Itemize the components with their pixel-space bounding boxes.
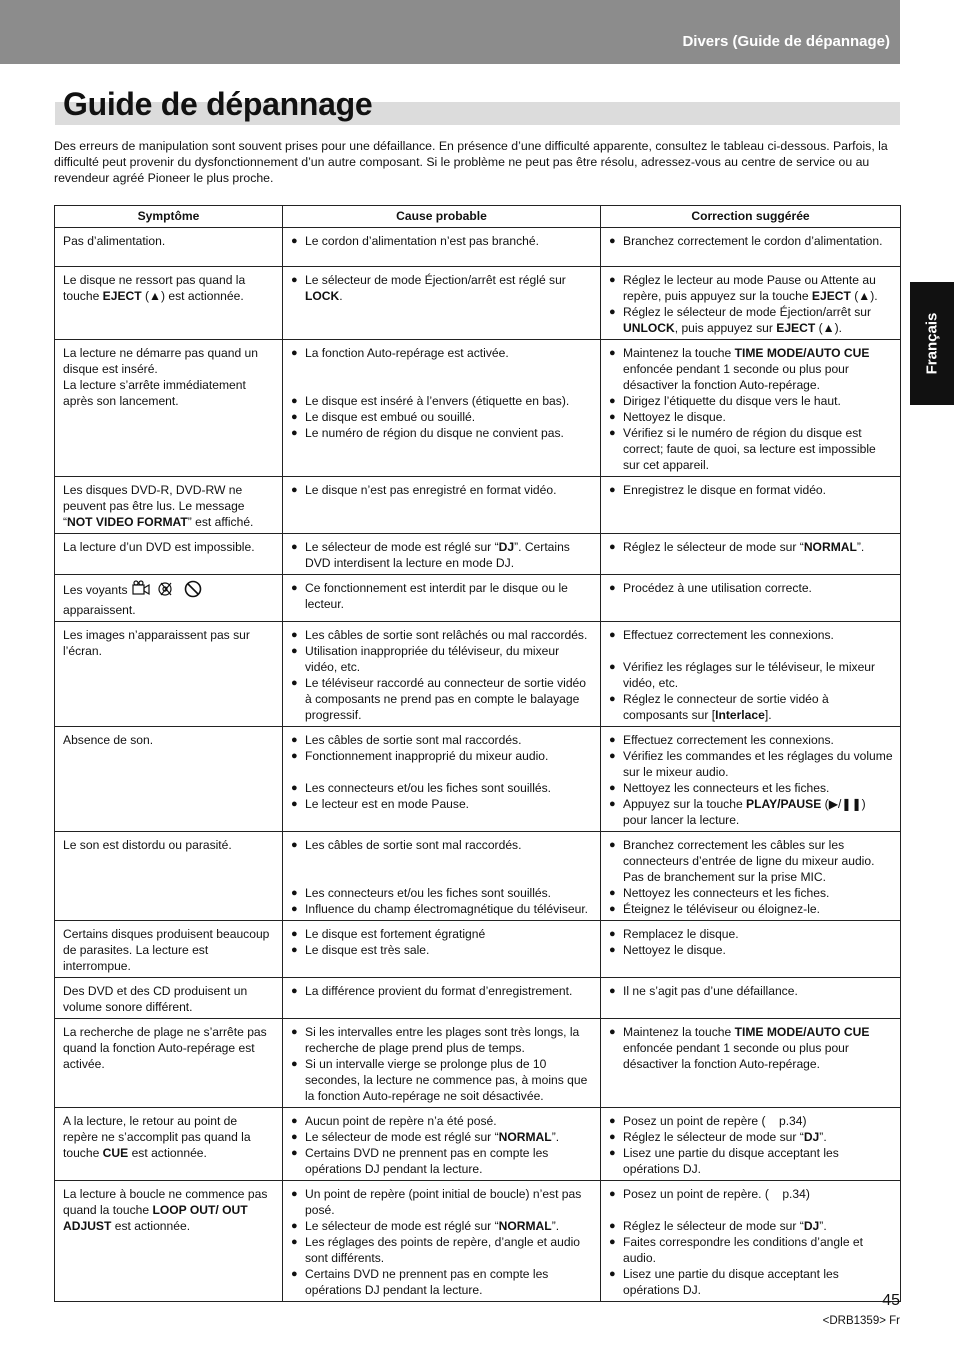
fix-cell <box>601 622 901 727</box>
fix-cell <box>601 267 901 340</box>
cause-item: ● Le disque est fortement égratigné <box>291 926 593 942</box>
cause-cell <box>283 477 601 534</box>
cause-item: ● Le sélecteur de mode Éjection/arrêt est réglé sur LOCK. <box>291 272 593 304</box>
fix-item: ● Posez un point de repère. ( p.34) <box>609 1186 893 1202</box>
page-number: 45 <box>882 1292 900 1309</box>
fix-cell <box>601 1019 901 1108</box>
cause-cell <box>283 1181 601 1302</box>
fix-cell <box>601 727 901 832</box>
table-row <box>55 340 901 477</box>
fix-item: ● Enregistrez le disque en format vidéo. <box>609 482 893 498</box>
section-title: Divers (Guide de dépannage) <box>682 33 890 50</box>
fix-item: ● Nettoyez les connecteurs et les fiches. <box>609 885 893 901</box>
cause-item: ● Si un intervalle vierge se prolonge plus de 10 secondes, la lecture ne commence pas, à moins que la fonction Auto-repérage ne soit désactivée. <box>291 1056 593 1104</box>
page-title: Guide de dépannage <box>63 86 373 122</box>
fix-item: ● Réglez le lecteur au mode Pause ou Attente au repère, puis appuyez sur la touche EJECT (▲). <box>609 272 893 304</box>
table-row <box>55 1181 901 1302</box>
symptom-cell: Le son est distordu ou parasité. <box>55 832 283 921</box>
language-tab <box>910 282 954 405</box>
symptom-cell: La lecture ne démarre pas quand un disque est inséré. La lecture s’arrête immédiatement après son lancement. <box>55 340 283 477</box>
cause-item: ● Influence du champ électromagnétique du téléviseur. <box>291 901 593 917</box>
cause-item: ● Le cordon d’alimentation n’est pas branché. <box>291 233 593 249</box>
symptom-cell: La lecture d’un DVD est impossible. <box>55 534 283 575</box>
cause-item: ● Un point de repère (point initial de boucle) n’est pas posé. <box>291 1186 593 1218</box>
fix-item: ● Effectuez correctement les connexions. <box>609 627 893 643</box>
cause-item: ● Le numéro de région du disque ne convient pas. <box>291 425 593 441</box>
symptom-suffix: apparaissent. <box>63 603 136 617</box>
cause-item: ● Certains DVD ne prennent pas en compte les opérations DJ pendant la lecture. <box>291 1145 593 1177</box>
cause-item: ● Le téléviseur raccordé au connecteur de sortie vidéo à composants ne prend pas en compte le balayage progressif. <box>291 675 593 723</box>
fix-item: ● Lisez une partie du disque acceptant les opérations DJ. <box>609 1266 893 1298</box>
fix-cell <box>601 575 901 622</box>
fix-item: ● Faites correspondre les conditions d’angle et audio. <box>609 1234 893 1266</box>
cause-cell <box>283 978 601 1019</box>
cause-item: ● Les réglages des points de repère, d’angle et audio sont différents. <box>291 1234 593 1266</box>
cause-item: ● Fonctionnement inapproprié du mixeur audio. <box>291 748 593 764</box>
fix-cell <box>601 832 901 921</box>
table-row <box>55 267 901 340</box>
fix-item: ● Nettoyez le disque. <box>609 409 893 425</box>
camera-angle-icon <box>133 581 149 594</box>
fix-item: ● Vérifiez les commandes et les réglages du volume sur le mixeur audio. <box>609 748 893 780</box>
symptom-cell: La recherche de plage ne s’arrête pas quand la fonction Auto-repérage est activée. <box>55 1019 283 1108</box>
cause-cell <box>283 921 601 978</box>
cause-item: ● Utilisation inappropriée du téléviseur, du mixeur vidéo, etc. <box>291 643 593 675</box>
fix-cell <box>601 477 901 534</box>
column-header-fix: Correction suggérée <box>601 206 901 228</box>
fix-item: ● Maintenez la touche TIME MODE/AUTO CUE enfoncée pendant 1 seconde ou plus pour désactiver la fonction Auto-repérage. <box>609 345 893 393</box>
fix-item: ● Nettoyez le disque. <box>609 942 893 958</box>
table-row <box>55 727 901 832</box>
cause-cell <box>283 1019 601 1108</box>
cause-cell <box>283 228 601 267</box>
fix-item: ● Vérifiez si le numéro de région du disque est correct; faute de quoi, sa lecture est impossible sur cet appareil. <box>609 425 893 473</box>
symptom-cell: La lecture à boucle ne commence pas quand la touche LOOP OUT/ OUT ADJUST est actionnée. <box>55 1181 283 1302</box>
cause-cell <box>283 727 601 832</box>
fix-item: ● Réglez le sélecteur de mode sur “NORMAL”. <box>609 539 893 555</box>
fix-item: ● Branchez correctement les câbles sur les connecteurs d’entrée de ligne du mixeur audio. Pas de branchement sur la prise MIC. <box>609 837 893 885</box>
audio-speaker-icon <box>159 583 171 595</box>
fix-cell <box>601 228 901 267</box>
fix-cell <box>601 1108 901 1181</box>
cause-item: ● Le disque n’est pas enregistré en format vidéo. <box>291 482 593 498</box>
table-row <box>55 1108 901 1181</box>
table-row <box>55 228 901 267</box>
symptom-cell <box>55 575 283 622</box>
fix-item: ● Réglez le connecteur de sortie vidéo à composants sur [Interlace]. <box>609 691 893 723</box>
fix-item: ● Maintenez la touche TIME MODE/AUTO CUE enfoncée pendant 1 seconde ou plus pour désactiver la fonction Auto-repérage. <box>609 1024 893 1072</box>
fix-cell <box>601 978 901 1019</box>
cause-item: ● Aucun point de repère n’a été posé. <box>291 1113 593 1129</box>
intro-paragraph: Des erreurs de manipulation sont souvent prises pour une défaillance. En présence d’une difficulté apparente, consultez le tableau ci-dessous. Parfois, la difficulté peut provenir du dysfonctionnement d’un autre composant. Si le problème ne peut pas être résolu, adressez-vous au centre de service ou au revendeur agréé Pioneer le plus proche. <box>54 139 888 186</box>
fix-cell <box>601 534 901 575</box>
fix-item: ● Posez un point de repère ( p.34) <box>609 1113 893 1129</box>
table-row <box>55 832 901 921</box>
document-code: <DRB1359> Fr <box>822 1315 900 1327</box>
table-row <box>55 477 901 534</box>
cause-cell <box>283 832 601 921</box>
symptom-cell: A la lecture, le retour au point de repère ne s’accomplit pas quand la touche CUE est actionnée. <box>55 1108 283 1181</box>
fix-item: ● Remplacez le disque. <box>609 926 893 942</box>
cause-item: ● Ce fonctionnement est interdit par le disque ou le lecteur. <box>291 580 593 612</box>
cause-item: ● Certains DVD ne prennent pas en compte les opérations DJ pendant la lecture. <box>291 1266 593 1298</box>
fix-item: ● Réglez le sélecteur de mode sur “DJ”. <box>609 1129 893 1145</box>
fix-item: ● Effectuez correctement les connexions. <box>609 732 893 748</box>
column-header-cause: Cause probable <box>283 206 601 228</box>
symptom-cell: Absence de son. <box>55 727 283 832</box>
cause-item: ● Les câbles de sortie sont relâchés ou mal raccordés. <box>291 627 593 643</box>
fix-item: ● Branchez correctement le cordon d’alimentation. <box>609 233 893 249</box>
cause-item: ● Le disque est embué ou souillé. <box>291 409 593 425</box>
cause-item: ● Le disque est inséré à l’envers (étiquette en bas). <box>291 393 593 409</box>
cause-item: ● Le sélecteur de mode est réglé sur “NORMAL”. <box>291 1218 593 1234</box>
fix-item: ● Éteignez le téléviseur ou éloignez-le. <box>609 901 893 917</box>
cause-item: ● Le lecteur est en mode Pause. <box>291 796 593 812</box>
fix-cell <box>601 1181 901 1302</box>
fix-item: ● Il ne s’agit pas d’une défaillance. <box>609 983 893 999</box>
symptom-cell: Des DVD et des CD produisent un volume sonore différent. <box>55 978 283 1019</box>
indicator-icons <box>131 580 209 602</box>
cause-item: ● Les connecteurs et/ou les fiches sont souillés. <box>291 885 593 901</box>
table-row <box>55 978 901 1019</box>
fix-item: ● Réglez le sélecteur de mode sur “DJ”. <box>609 1218 893 1234</box>
cause-item: ● Si les intervalles entre les plages sont très longs, la recherche de plage prend plus de temps. <box>291 1024 593 1056</box>
symptom-prefix: Les voyants <box>63 583 128 598</box>
fix-item: ● Appuyez sur la touche PLAY/PAUSE (▶/❚❚) pour lancer la lecture. <box>609 796 893 828</box>
cause-item: ● Le sélecteur de mode est réglé sur “NORMAL”. <box>291 1129 593 1145</box>
table-row <box>55 921 901 978</box>
cause-cell <box>283 340 601 477</box>
prohibited-icon <box>185 582 200 597</box>
cause-cell <box>283 575 601 622</box>
column-header-symptom: Symptôme <box>55 206 283 228</box>
language-tab-label: Français <box>923 312 941 375</box>
cause-item: ● Le sélecteur de mode est réglé sur “DJ”. Certains DVD interdisent la lecture en mode DJ. <box>291 539 593 571</box>
symptom-cell: Pas d’alimentation. <box>55 228 283 267</box>
fix-item: ● Procédez à une utilisation correcte. <box>609 580 893 596</box>
cause-cell <box>283 534 601 575</box>
cause-cell <box>283 1108 601 1181</box>
fix-item: ● Vérifiez les réglages sur le téléviseur, le mixeur vidéo, etc. <box>609 659 893 691</box>
cause-item: ● La différence provient du format d’enregistrement. <box>291 983 593 999</box>
fix-cell <box>601 340 901 477</box>
fix-item: ● Dirigez l’étiquette du disque vers le haut. <box>609 393 893 409</box>
table-row <box>55 622 901 727</box>
fix-item: ● Nettoyez les connecteurs et les fiches. <box>609 780 893 796</box>
symptom-cell: Les images n’apparaissent pas sur l’écran. <box>55 622 283 727</box>
cause-item: ● Les câbles de sortie sont mal raccordés. <box>291 732 593 748</box>
symptom-cell: Le disque ne ressort pas quand la touche EJECT (▲) est actionnée. <box>55 267 283 340</box>
table-row <box>55 575 901 622</box>
fix-item: ● Lisez une partie du disque acceptant les opérations DJ. <box>609 1145 893 1177</box>
table-row <box>55 1019 901 1108</box>
table-header-row <box>55 206 901 228</box>
symptom-cell: Les disques DVD-R, DVD-RW ne peuvent pas être lus. Le message “NOT VIDEO FORMAT” est affiché. <box>55 477 283 534</box>
cause-item: ● Le disque est très sale. <box>291 942 593 958</box>
table-row <box>55 534 901 575</box>
troubleshooting-table <box>54 205 901 1302</box>
cause-item: ● La fonction Auto-repérage est activée. <box>291 345 593 361</box>
cause-cell <box>283 267 601 340</box>
cause-item: ● Les câbles de sortie sont mal raccordés. <box>291 837 593 853</box>
cause-cell <box>283 622 601 727</box>
fix-item: ● Réglez le sélecteur de mode Éjection/arrêt sur UNLOCK, puis appuyez sur EJECT (▲). <box>609 304 893 336</box>
fix-cell <box>601 921 901 978</box>
header-bar <box>0 0 900 64</box>
cause-item: ● Les connecteurs et/ou les fiches sont souillés. <box>291 780 593 796</box>
symptom-cell: Certains disques produisent beaucoup de parasites. La lecture est interrompue. <box>55 921 283 978</box>
